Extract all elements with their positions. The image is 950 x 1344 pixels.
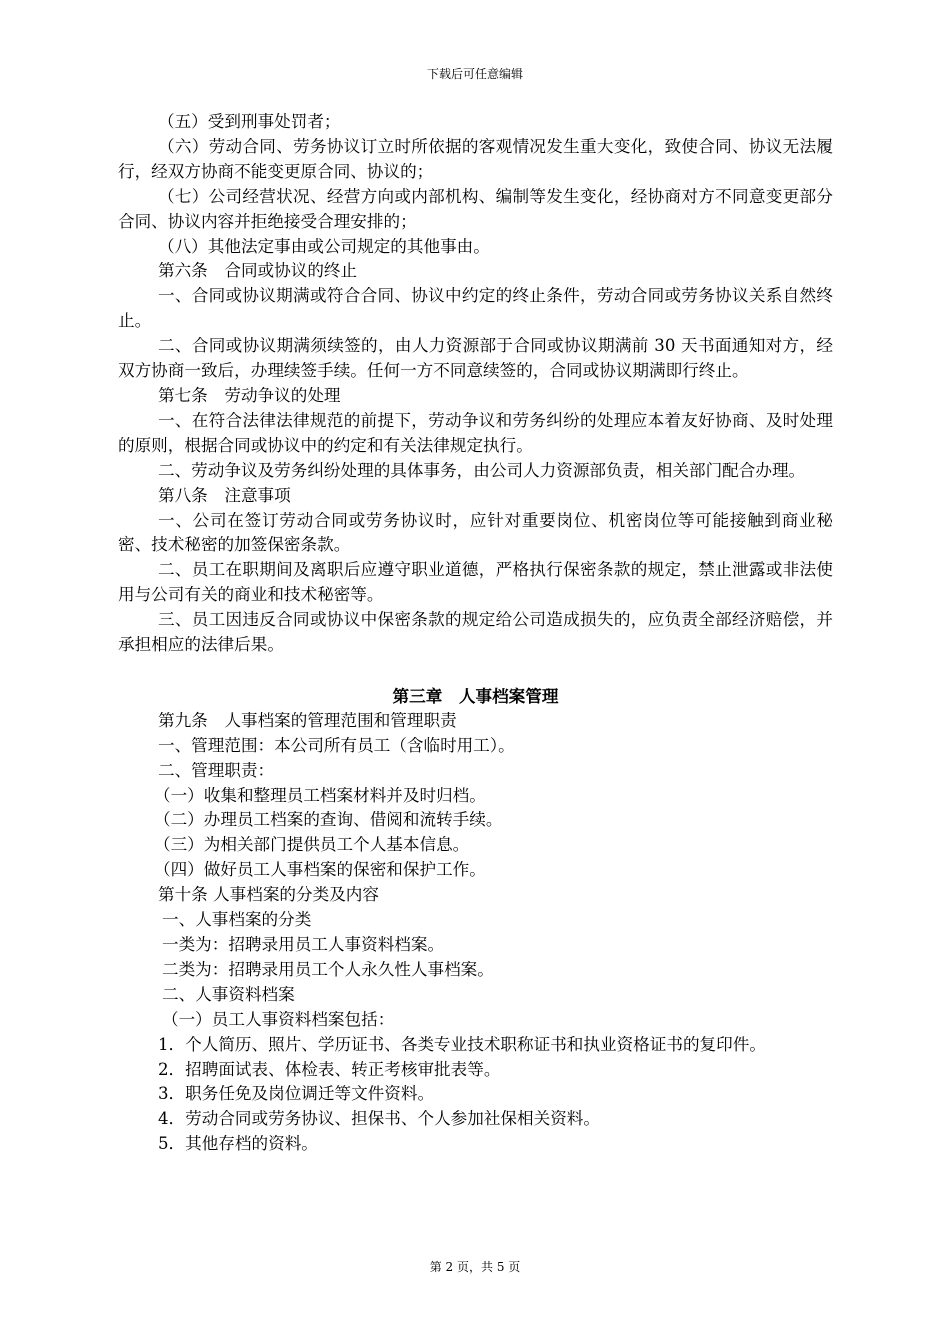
- list-item: （四）做好员工人事档案的保密和保护工作。: [154, 860, 486, 880]
- paragraph: 一、合同或协议期满或符合合同、协议中约定的终止条件，劳动合同或劳务协议关系自然终止。: [118, 286, 833, 331]
- article-heading: 第六条 合同或协议的终止: [158, 261, 358, 281]
- paragraph: 二、劳动争议及劳务纠纷处理的具体事务，由公司人力资源部负责，相关部门配合办理。: [158, 460, 806, 480]
- list-item: 4．劳动合同或劳务协议、担保书、个人参加社保相关资料。: [158, 1109, 600, 1129]
- paragraph: 二、员工在职期间及离职后应遵守职业道德，严格执行保密条款的规定，禁止泄露或非法使用与公司有关的商业和技术秘密等。: [118, 560, 833, 605]
- list-item: （一）收集和整理员工档案材料并及时归档。: [154, 785, 486, 805]
- paragraph: （五）受到刑事处罚者；: [158, 112, 341, 131]
- paragraph: 一类为：招聘录用员工人事资料档案。: [162, 935, 445, 954]
- paragraph: （八）其他法定事由或公司规定的其他事由。: [158, 236, 490, 256]
- page-footer: 第 2 页，共 5 页: [429, 1260, 521, 1274]
- paragraph: 二、合同或协议期满须续签的，由人力资源部于合同或协议期满前 30 天书面通知对方，经双方协商一致后，办理续签手续。任何一方不同意续签的，合同或协议期满即行终止。: [118, 336, 833, 381]
- list-item: 3．职务任免及岗位调迁等文件资料。: [158, 1084, 435, 1104]
- article-heading: 第八条 注意事项: [158, 485, 291, 505]
- paragraph: 一、公司在签订劳动合同或劳务协议时，应针对重要岗位、机密岗位等可能接触到商业秘密、技术秘密的加签保密条款。: [118, 510, 833, 555]
- paragraph: 二、人事资料档案: [162, 984, 295, 1004]
- document-body: [118, 110, 833, 1157]
- page-header: 下载后可任意编辑: [426, 67, 523, 81]
- list-item: 1．个人简历、照片、学历证书、各类专业技术职称证书和执业资格证书的复印件。: [158, 1034, 766, 1054]
- chapter-title: 第三章 人事档案管理: [392, 685, 559, 706]
- paragraph: 一、管理范围：本公司所有员工（含临时用工）。: [158, 735, 515, 755]
- paragraph: （七）公司经营状况、经营方向或内部机构、编制等发生变化，经协商对方不同意变更部分合同、协议内容并拒绝接受合理安排的；: [118, 186, 833, 231]
- paragraph: 二类为：招聘录用员工个人永久性人事档案。: [162, 959, 494, 979]
- list-item: （三）为相关部门提供员工个人基本信息。: [154, 835, 470, 855]
- article-heading: 第七条 劳动争议的处理: [158, 385, 341, 405]
- article-heading: 第九条 人事档案的管理范围和管理职责: [158, 710, 457, 730]
- list-item: 5．其他存档的资料。: [158, 1134, 318, 1154]
- list-item: （二）办理员工档案的查询、借阅和流转手续。: [154, 810, 503, 830]
- paragraph: （六）劳动合同、劳务协议订立时所依据的客观情况发生重大变化，致使合同、协议无法履行，经双方协商不能变更原合同、协议的；: [118, 136, 833, 181]
- paragraph: 二、管理职责：: [158, 760, 275, 780]
- list-item: 2．招聘面试表、体检表、转正考核审批表等。: [158, 1059, 501, 1079]
- article-heading: 第十条 人事档案的分类及内容: [158, 885, 379, 905]
- paragraph: 一、在符合法律法律规范的前提下，劳动争议和劳务纠纷的处理应本着友好协商、及时处理的原则，根据合同或协议中的约定和有关法律规定执行。: [118, 410, 833, 455]
- paragraph: 一、人事档案的分类: [162, 910, 312, 930]
- paragraph: （一）员工人事资料档案包括：: [162, 1009, 395, 1029]
- paragraph: 三、员工因违反合同或协议中保密条款的规定给公司造成损失的，应负责全部经济赔偿，并承担相应的法律后果。: [118, 610, 833, 655]
